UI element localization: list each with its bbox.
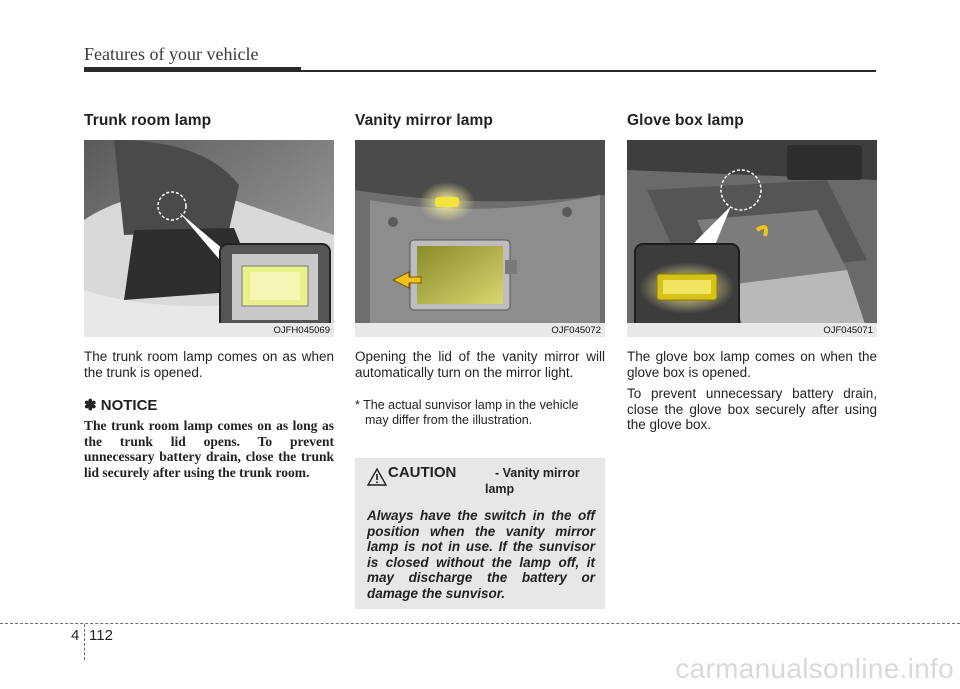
glove-box-lamp-illustration bbox=[627, 140, 877, 337]
warning-triangle-icon bbox=[367, 468, 387, 486]
caution-subtitle: - Vanity mirror bbox=[495, 466, 580, 480]
column-trunk-room-lamp bbox=[84, 112, 334, 480]
watermark: carmanualsonline.info bbox=[675, 653, 954, 684]
glove-box-description-1: The glove box lamp comes on when the glove box is opened. bbox=[627, 349, 877, 380]
vanity-illustration-svg bbox=[355, 140, 605, 337]
vanity-mirror-lamp-illustration bbox=[355, 140, 605, 337]
vanity-lamp-description: Opening the lid of the vanity mirror will automatically turn on the mirror light. bbox=[355, 349, 605, 380]
footer-rule bbox=[0, 623, 960, 624]
vanity-lamp-footnote: * The actual sunvisor lamp in the vehicle may differ from the illustration. bbox=[355, 398, 579, 427]
caution-title: CAUTION bbox=[388, 464, 457, 481]
caution-body: Always have the switch in the off position when the vanity mirror lamp is not in use. If the sunvisor is closed without the lamp off, it may discharge the battery or damage the sunvisor. bbox=[367, 508, 595, 601]
figure-code: OJFH045069 bbox=[273, 325, 330, 336]
figure-code: OJF045072 bbox=[551, 325, 601, 336]
column-vanity-mirror-lamp bbox=[355, 112, 605, 428]
header-rule bbox=[84, 70, 876, 72]
notice-title: ✽ NOTICE bbox=[84, 397, 158, 414]
caution-box bbox=[355, 458, 605, 609]
section-number: 4 bbox=[71, 627, 80, 644]
trunk-room-lamp-illustration bbox=[84, 140, 334, 337]
caution-subtitle-2: lamp bbox=[485, 482, 515, 496]
trunk-lamp-description: The trunk room lamp comes on as when the trunk is opened. bbox=[84, 349, 334, 380]
notice-body: The trunk room lamp comes on as long as the trunk lid opens. To prevent unnecessary battery drain, close the trunk lid securely after using the trunk room. bbox=[84, 418, 334, 480]
figure-code: OJF045071 bbox=[823, 325, 873, 336]
column-glove-box-lamp bbox=[627, 112, 877, 433]
page-number-separator bbox=[84, 624, 85, 660]
page-header-title: Features of your vehicle bbox=[84, 44, 259, 64]
section-title-trunk-room-lamp: Trunk room lamp bbox=[84, 112, 212, 129]
glovebox-illustration-svg bbox=[627, 140, 877, 337]
glove-box-description-2: To prevent unnecessary battery drain, close the glove box securely after using the glove box. bbox=[627, 386, 877, 432]
section-title-vanity-mirror-lamp: Vanity mirror lamp bbox=[355, 112, 493, 129]
trunk-illustration-svg bbox=[84, 140, 334, 337]
page-number: 112 bbox=[89, 627, 113, 644]
section-title-glove-box-lamp: Glove box lamp bbox=[627, 112, 744, 129]
